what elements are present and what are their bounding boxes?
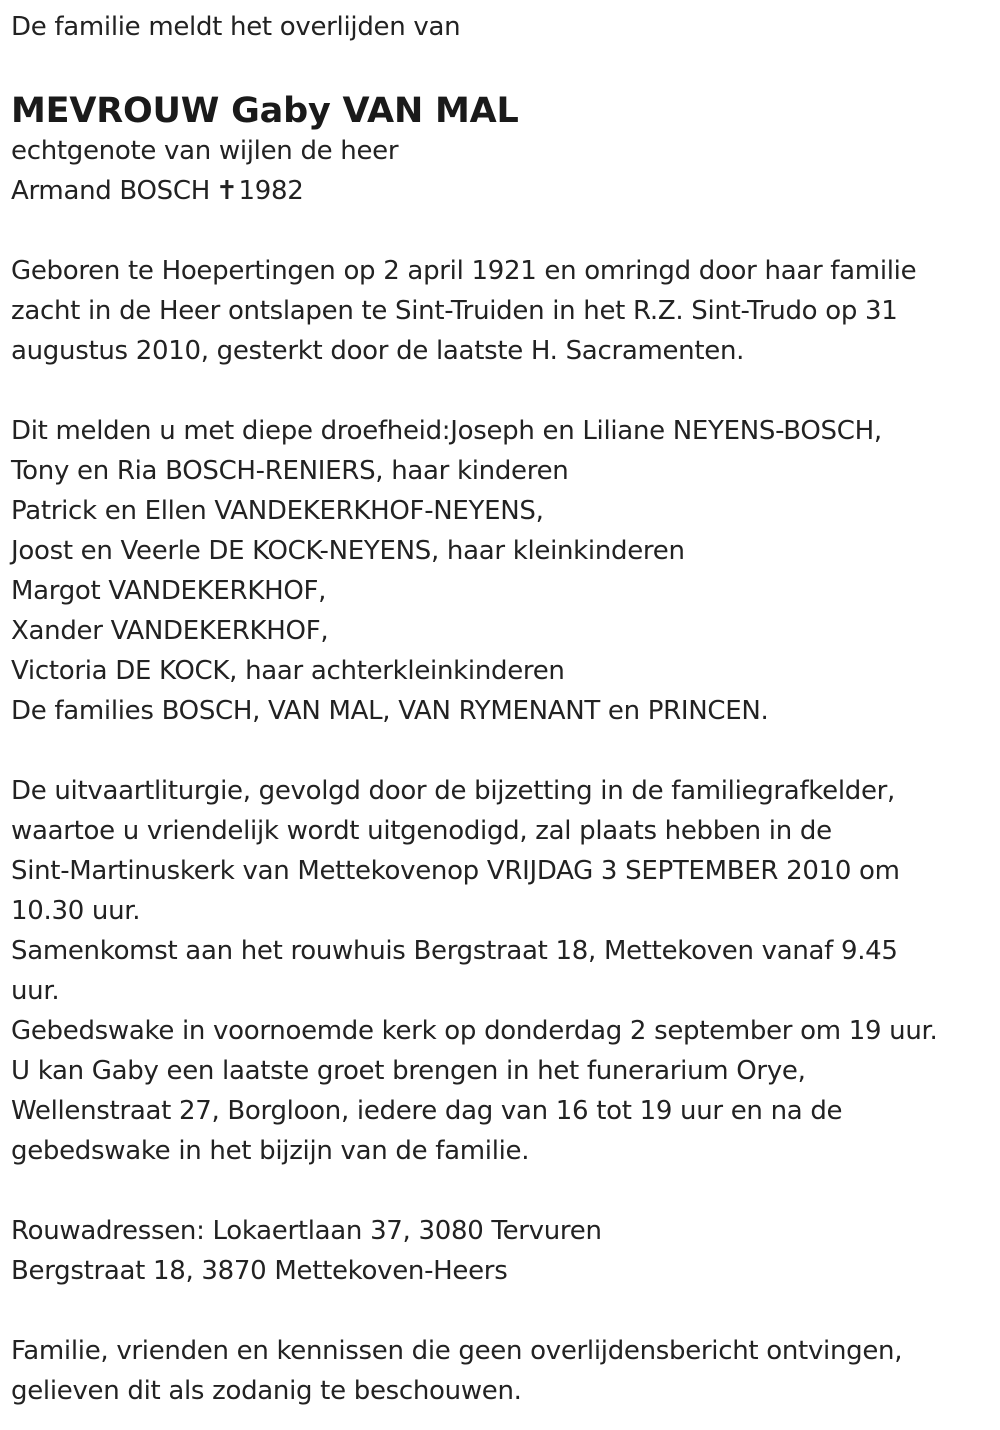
text-line: gebedswake in het bijzijn van de familie.	[11, 1136, 530, 1166]
spacer	[11, 211, 1000, 251]
closing-paragraph	[11, 1331, 1000, 1411]
text-line: U kan Gaby een laatste groet brengen in het funerarium Orye,	[11, 1056, 806, 1086]
spacer	[11, 1291, 1000, 1331]
spouse-line: echtgenote van wijlen de heer	[11, 136, 399, 166]
text-line: Joost en Veerle DE KOCK-NEYENS, haar kleinkinderen	[11, 536, 685, 566]
text-line: gelieven dit als zodanig te beschouwen.	[11, 1376, 522, 1406]
birth-paragraph	[11, 251, 1000, 371]
text-line: Patrick en Ellen VANDEKERKHOF-NEYENS,	[11, 496, 544, 526]
intro-text: De familie meldt het overlijden van	[11, 12, 461, 42]
text-line: waartoe u vriendelijk wordt uitgenodigd, zal plaats hebben in de	[11, 816, 832, 846]
text-line: Rouwadressen: Lokaertlaan 37, 3080 Tervuren	[11, 1216, 602, 1246]
deceased-name: MEVROUW Gaby VAN MAL	[11, 91, 519, 131]
spacer	[11, 1171, 1000, 1211]
text-line: Tony en Ria BOSCH-RENIERS, haar kinderen	[11, 456, 569, 486]
spouse-death-year: 1982	[238, 176, 304, 206]
family-paragraph	[11, 411, 1000, 731]
text-line: Margot VANDEKERKHOF,	[11, 576, 327, 606]
text-line: Gebedswake in voornoemde kerk op donderdag 2 september om 19 uur.	[11, 1016, 938, 1046]
address-paragraph	[11, 1211, 1000, 1291]
text-line: Wellenstraat 27, Borgloon, iedere dag van 16 tot 19 uur en na de	[11, 1096, 843, 1126]
cross-icon: ✝	[215, 176, 238, 206]
text-line: Xander VANDEKERKHOF,	[11, 616, 329, 646]
text-line: Samenkomst aan het rouwhuis Bergstraat 18, Mettekoven vanaf 9.45	[11, 936, 898, 966]
spacer	[11, 731, 1000, 771]
funeral-paragraph	[11, 771, 1000, 1171]
text-line: Bergstraat 18, 3870 Mettekoven-Heers	[11, 1256, 508, 1286]
text-line: Familie, vrienden en kennissen die geen overlijdensbericht ontvingen,	[11, 1336, 903, 1366]
text-line: uur.	[11, 976, 60, 1006]
text-line: augustus 2010, gesterkt door de laatste H. Sacramenten.	[11, 336, 745, 366]
text-line: 10.30 uur.	[11, 896, 141, 926]
text-line: zacht in de Heer ontslapen te Sint-Truiden in het R.Z. Sint-Trudo op 31	[11, 296, 898, 326]
spacer	[11, 371, 1000, 411]
text-line: Victoria DE KOCK, haar achterkleinkinderen	[11, 656, 565, 686]
text-line: Dit melden u met diepe droefheid:Joseph en Liliane NEYENS-BOSCH,	[11, 416, 882, 446]
spouse-name: Armand BOSCH	[11, 176, 210, 206]
text-line: Geboren te Hoepertingen op 2 april 1921 en omringd door haar familie	[11, 256, 917, 286]
text-line: De families BOSCH, VAN MAL, VAN RYMENANT en PRINCEN.	[11, 696, 769, 726]
text-line: Sint-Martinuskerk van Mettekovenop VRIJDAG 3 SEPTEMBER 2010 om	[11, 856, 900, 886]
spouse-name-line	[11, 171, 1000, 211]
text-line: De uitvaartliturgie, gevolgd door de bijzetting in de familiegrafkelder,	[11, 776, 895, 806]
